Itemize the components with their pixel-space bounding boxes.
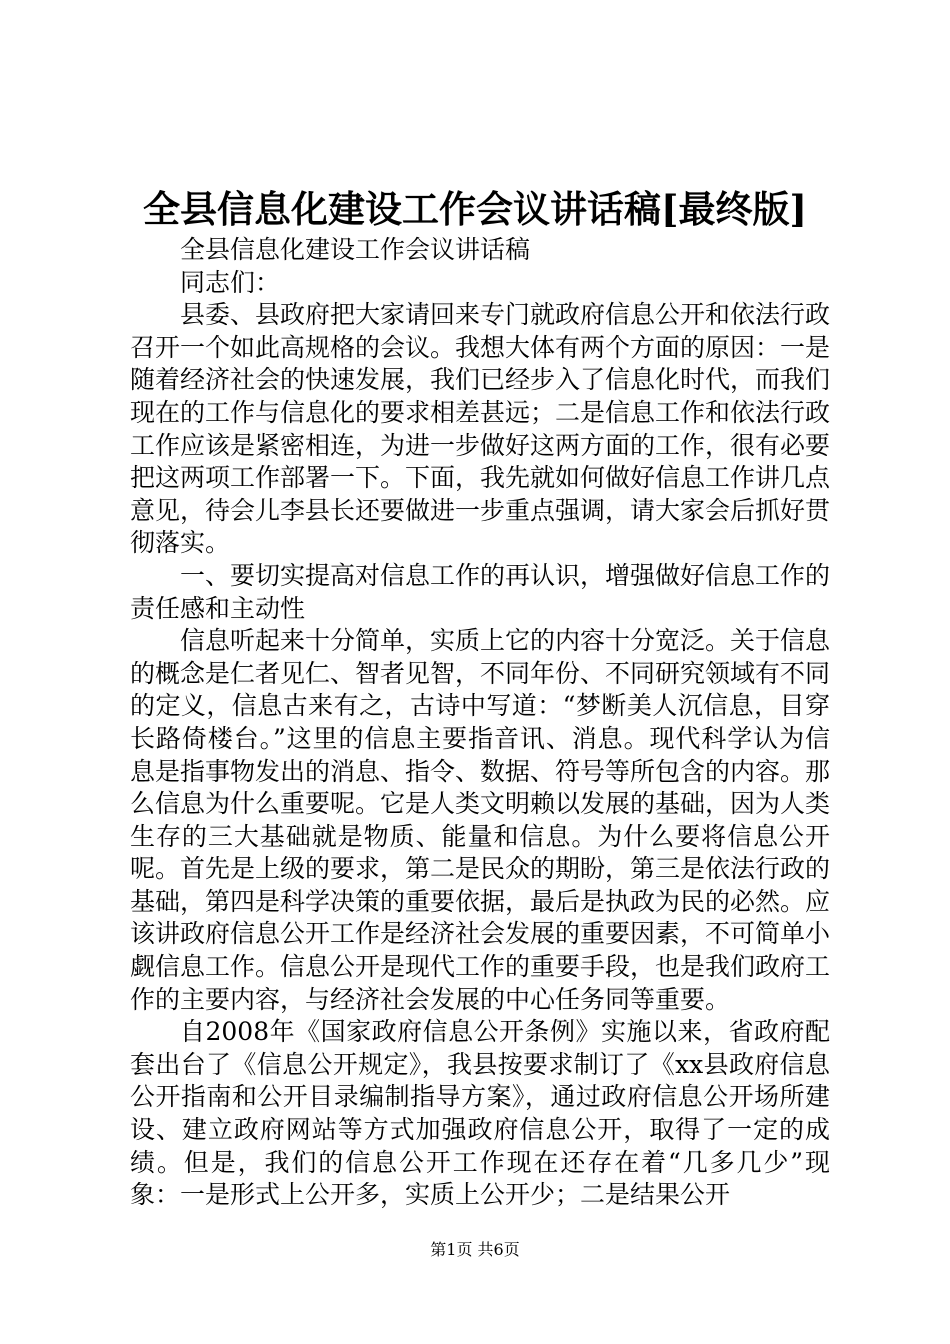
document-body: [130, 234, 830, 1212]
body-paragraph: 自2008年《国家政府信息公开条例》实施以来，省政府配套出台了《信息公开规定》，我县按要求制订了《xx县政府信息公开指南和公开目录编制指导方案》，通过政府信息公开场所建设、建立政府网站等方式加强政府信息公开，取得了一定的成绩。但是，我们的信息公开工作现在还存在着“几多几少”现象：一是形式上公开多，实质上公开少；二是结果公开: [130, 1017, 830, 1210]
body-paragraph: 信息听起来十分简单，实质上它的内容十分宽泛。关于信息的概念是仁者见仁、智者见智，不同年份、不同研究领域有不同的定义，信息古来有之，古诗中写道：“梦断美人沉信息，目穿长路倚楼台。”这里的信息主要指音讯、消息。现代科学认为信息是指事物发出的消息、指令、数据、符号等所包含的内容。那么信息为什么重要呢。它是人类文明赖以发展的基础，因为人类生存的三大基础就是物质、能量和信息。为什么要将信息公开呢。首先是上级的要求，第二是民众的期盼，第三是依法行政的基础，第四是科学决策的重要依据，最后是执政为民的必然。应该讲政府信息公开工作是经济社会发展的重要因素，不可简单小觑信息工作。信息公开是现代工作的重要手段，也是我们政府工作的主要内容，与经济社会发展的中心任务同等重要。: [130, 626, 831, 1014]
page-footer: 第1页 共6页: [430, 1240, 520, 1259]
section-heading-1: 一、要切实提高对信息工作的再认识，增强做好信息工作的责任感和主动性: [130, 560, 831, 623]
subtitle-paragraph: 全县信息化建设工作会议讲话稿: [180, 235, 531, 264]
document-title: 全县信息化建设工作会议讲话稿[最终版]: [142, 187, 807, 231]
salutation-paragraph: 同志们：: [180, 267, 281, 297]
intro-paragraph: 县委、县政府把大家请回来专门就政府信息公开和依法行政召开一个如此高规格的会议。我想大体有两个方面的原因：一是随着经济社会的快速发展，我们已经步入了信息化时代，而我们现在的工作与信息化的要求相差甚远；二是信息工作和依法行政工作应该是紧密相连，为进一步做好这两方面的工作，很有必要把这两项工作部署一下。下面，我先就如何做好信息工作讲几点意见，待会儿李县长还要做进一步重点强调，请大家会后抓好贯彻落实。: [130, 300, 831, 558]
